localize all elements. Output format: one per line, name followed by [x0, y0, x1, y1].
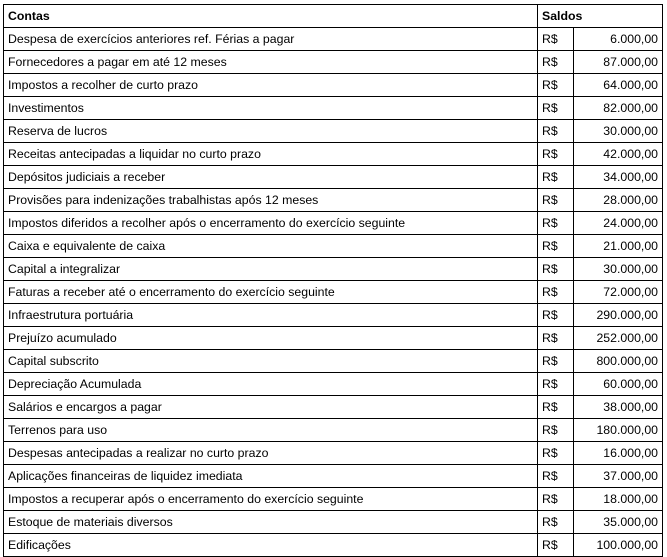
- table-row: [4, 488, 663, 511]
- table-row: [4, 51, 663, 74]
- table-row: [4, 465, 663, 488]
- account-name: Fornecedores a pagar em até 12 meses: [4, 51, 538, 74]
- account-name: Caixa e equivalente de caixa: [4, 235, 538, 258]
- accounts-table: [3, 4, 663, 557]
- table-row: [4, 396, 663, 419]
- currency-symbol: R$: [538, 28, 574, 51]
- table-row: [4, 350, 663, 373]
- table-row: [4, 143, 663, 166]
- currency-symbol: R$: [538, 212, 574, 235]
- currency-symbol: R$: [538, 74, 574, 97]
- table-row: [4, 419, 663, 442]
- table-row: [4, 373, 663, 396]
- table-row: [4, 120, 663, 143]
- table-row: [4, 258, 663, 281]
- account-balance: 180.000,00: [574, 419, 663, 442]
- currency-symbol: R$: [538, 281, 574, 304]
- currency-symbol: R$: [538, 97, 574, 120]
- account-name: Impostos a recolher de curto prazo: [4, 74, 538, 97]
- account-name: Capital subscrito: [4, 350, 538, 373]
- account-balance: 18.000,00: [574, 488, 663, 511]
- account-balance: 28.000,00: [574, 189, 663, 212]
- account-balance: 38.000,00: [574, 396, 663, 419]
- currency-symbol: R$: [538, 465, 574, 488]
- account-name: Salários e encargos a pagar: [4, 396, 538, 419]
- account-name: Depósitos judiciais a receber: [4, 166, 538, 189]
- column-header-saldos: Saldos: [538, 5, 663, 28]
- account-name: Terrenos para uso: [4, 419, 538, 442]
- currency-symbol: R$: [538, 373, 574, 396]
- account-balance: 800.000,00: [574, 350, 663, 373]
- table-header-row: [4, 5, 663, 28]
- account-balance: 37.000,00: [574, 465, 663, 488]
- account-name: Receitas antecipadas a liquidar no curto prazo: [4, 143, 538, 166]
- currency-symbol: R$: [538, 419, 574, 442]
- account-balance: 100.000,00: [574, 534, 663, 557]
- account-name: Infraestrutura portuária: [4, 304, 538, 327]
- account-name: Despesas antecipadas a realizar no curto prazo: [4, 442, 538, 465]
- account-name: Despesa de exercícios anteriores ref. Férias a pagar: [4, 28, 538, 51]
- account-name: Impostos diferidos a recolher após o encerramento do exercício seguinte: [4, 212, 538, 235]
- currency-symbol: R$: [538, 304, 574, 327]
- account-balance: 82.000,00: [574, 97, 663, 120]
- account-balance: 21.000,00: [574, 235, 663, 258]
- table-row: [4, 235, 663, 258]
- account-name: Faturas a receber até o encerramento do exercício seguinte: [4, 281, 538, 304]
- currency-symbol: R$: [538, 189, 574, 212]
- account-balance: 24.000,00: [574, 212, 663, 235]
- currency-symbol: R$: [538, 511, 574, 534]
- account-name: Impostos a recuperar após o encerramento do exercício seguinte: [4, 488, 538, 511]
- account-balance: 6.000,00: [574, 28, 663, 51]
- table-row: [4, 74, 663, 97]
- account-balance: 42.000,00: [574, 143, 663, 166]
- table-row: [4, 511, 663, 534]
- account-name: Estoque de materiais diversos: [4, 511, 538, 534]
- currency-symbol: R$: [538, 235, 574, 258]
- table-row: [4, 281, 663, 304]
- currency-symbol: R$: [538, 350, 574, 373]
- account-balance: 290.000,00: [574, 304, 663, 327]
- currency-symbol: R$: [538, 442, 574, 465]
- currency-symbol: R$: [538, 51, 574, 74]
- currency-symbol: R$: [538, 534, 574, 557]
- table-row: [4, 534, 663, 557]
- account-name: Depreciação Acumulada: [4, 373, 538, 396]
- table-row: [4, 212, 663, 235]
- table-row: [4, 166, 663, 189]
- account-name: Edificações: [4, 534, 538, 557]
- currency-symbol: R$: [538, 166, 574, 189]
- account-balance: 30.000,00: [574, 120, 663, 143]
- table-row: [4, 327, 663, 350]
- account-balance: 252.000,00: [574, 327, 663, 350]
- account-name: Capital a integralizar: [4, 258, 538, 281]
- table-row: [4, 189, 663, 212]
- account-balance: 72.000,00: [574, 281, 663, 304]
- account-name: Provisões para indenizações trabalhistas após 12 meses: [4, 189, 538, 212]
- account-balance: 60.000,00: [574, 373, 663, 396]
- table-row: [4, 304, 663, 327]
- currency-symbol: R$: [538, 120, 574, 143]
- currency-symbol: R$: [538, 488, 574, 511]
- account-name: Investimentos: [4, 97, 538, 120]
- table-row: [4, 442, 663, 465]
- currency-symbol: R$: [538, 143, 574, 166]
- currency-symbol: R$: [538, 327, 574, 350]
- account-balance: 34.000,00: [574, 166, 663, 189]
- table-row: [4, 97, 663, 120]
- column-header-contas: Contas: [4, 5, 538, 28]
- account-balance: 30.000,00: [574, 258, 663, 281]
- account-balance: 16.000,00: [574, 442, 663, 465]
- account-name: Aplicações financeiras de liquidez imediata: [4, 465, 538, 488]
- currency-symbol: R$: [538, 396, 574, 419]
- account-name: Prejuízo acumulado: [4, 327, 538, 350]
- currency-symbol: R$: [538, 258, 574, 281]
- table-row: [4, 28, 663, 51]
- account-balance: 35.000,00: [574, 511, 663, 534]
- account-balance: 64.000,00: [574, 74, 663, 97]
- account-balance: 87.000,00: [574, 51, 663, 74]
- account-name: Reserva de lucros: [4, 120, 538, 143]
